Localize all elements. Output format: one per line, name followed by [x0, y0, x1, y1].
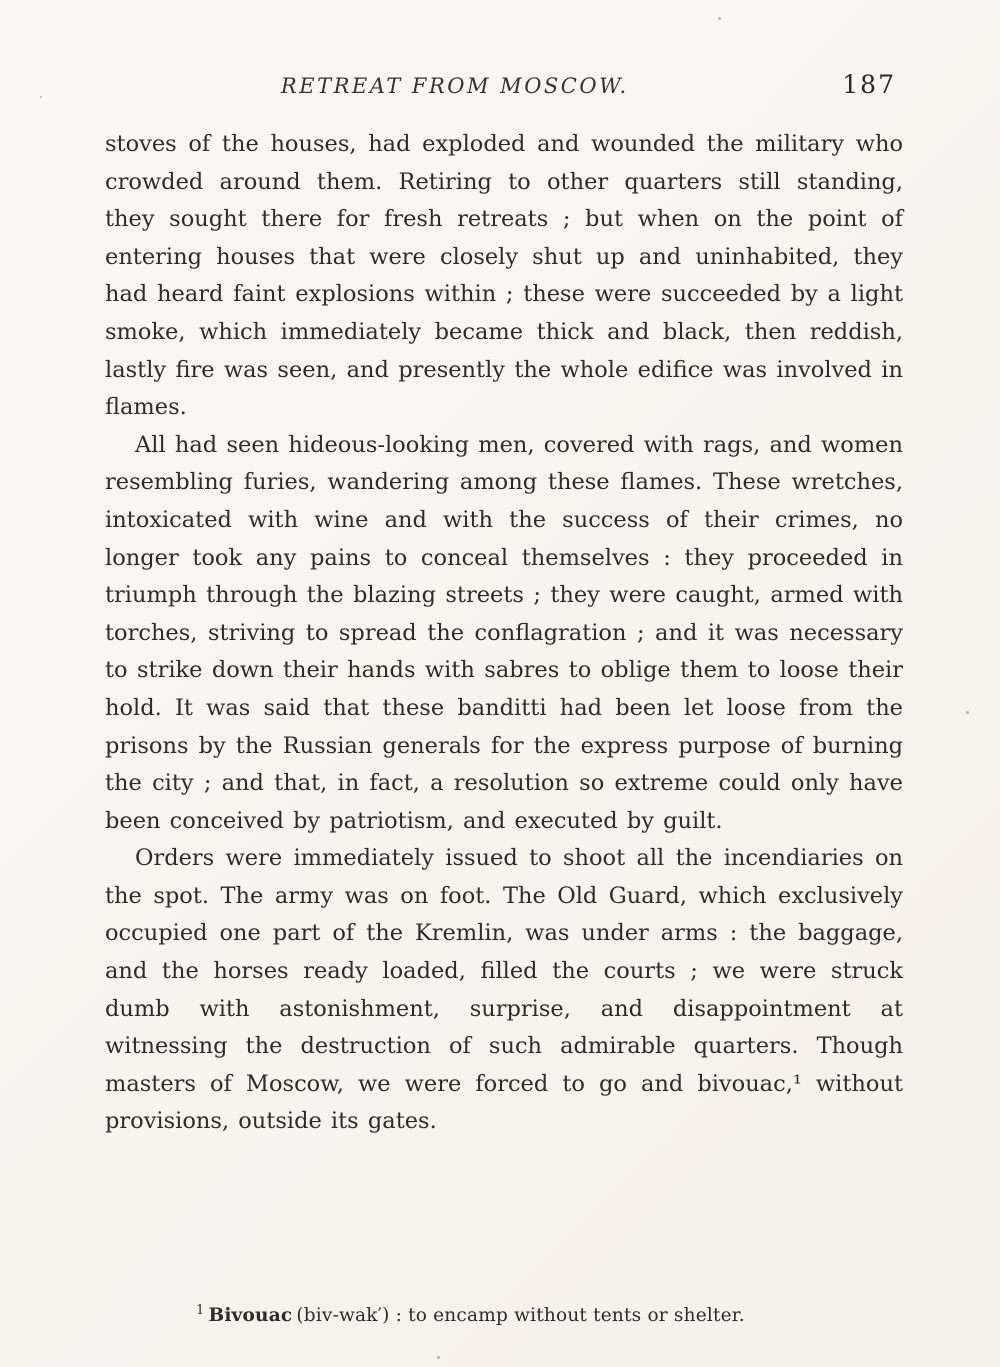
footnote-term: Bivouac — [208, 1305, 293, 1327]
footnote-text: (biv-wak′) : to encamp without tents or shelter. — [296, 1305, 745, 1327]
page-number: 187 — [842, 70, 896, 99]
footnote — [196, 1303, 745, 1326]
scan-speck — [966, 711, 969, 714]
page-header — [105, 70, 900, 104]
scan-speck — [40, 96, 42, 98]
running-title: RETREAT FROM MOSCOW. — [280, 74, 629, 98]
footnote-marker: 1 — [196, 1303, 205, 1318]
paragraph-2: All had seen hideous-looking men, covered with rags, and women resembling furies, wandering among these flames. These wretches, intoxicated with wine and with the success of their crimes, no longer took any pains to conceal themselves : they proceeded in triumph through the blazing streets ; they were caught, armed with torches, striving to spread the conflagration ; and it was necessary to strike down their hands with sabres to oblige them to loose their hold. It was said that these banditti had been let loose from the prisons by the Russian generals for the express purpose of burning the city ; and that, in fact, a resolution so extreme could only have been conceived by patriotism, and executed by guilt. — [105, 431, 903, 834]
body-text — [105, 126, 903, 1141]
scan-speck — [437, 1356, 440, 1359]
scan-speck — [718, 17, 721, 20]
paragraph-1: stoves of the houses, had exploded and wounded the military who crowded around them. Retiring to other quarters still standing, they sought there for fresh retreats ; but when on the point of entering houses that were closely shut up and uninhabited, they had heard faint explosions within ; these were succeeded by a light smoke, which immediately became thick and black, then reddish, lastly fire was seen, and presently the whole edifice was involved in flames. — [105, 131, 903, 421]
paragraph-3: Orders were immediately issued to shoot all the incendiaries on the spot. The army was on foot. The Old Guard, which exclusively occupied one part of the Kremlin, was under arms : the baggage, and the horses ready loaded, filled the courts ; we were struck dumb with astonishment, surprise, and disappointment at witnessing the destruction of such admirable quarters. Though masters of Moscow, we were forced to go and bivouac,¹ without provisions, outside its gates. — [105, 845, 903, 1135]
